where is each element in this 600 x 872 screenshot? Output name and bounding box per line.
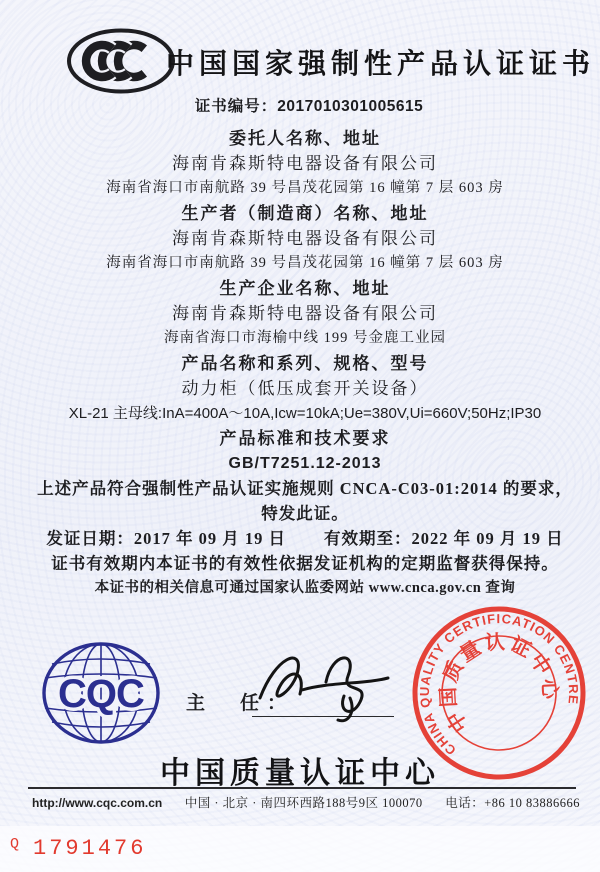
director-label: 主 任： xyxy=(186,693,295,714)
cqc-logo-icon xyxy=(40,640,162,746)
product-name: 动力柜（低压成套开关设备） xyxy=(181,379,429,398)
footer-divider xyxy=(28,787,576,789)
applicant-name: 海南肯森斯特电器设备有限公司 xyxy=(172,154,438,173)
expiry-date-value: 2022 年 09 月 19 日 xyxy=(411,529,564,548)
product-spec: XL-21 主母线:InA=400A～10A,Icw=10kA;Ue=380V,Ui=660V;50Hz;IP30 xyxy=(68,405,542,422)
standard-code: GB/T7251.12-2013 xyxy=(228,455,382,472)
factory-address: 海南省海口市海榆中线 199 号金鹿工业园 xyxy=(164,330,446,346)
section-heading-standard: 产品标准和技术要求 xyxy=(219,429,391,448)
signature-icon xyxy=(246,640,402,726)
footer-address: 中国 · 北京 · 南四环西路188号9区 100070 xyxy=(184,796,423,810)
section-heading-factory: 生产企业名称、地址 xyxy=(219,279,391,298)
certificate-number-label: 证书编号： xyxy=(194,98,278,115)
validity-note: 证书有效期内本证书的有效性依据发证机构的定期监督获得保持。 xyxy=(51,554,559,573)
applicant-address: 海南省海口市南航路 39 号昌茂花园第 16 幢第 7 层 603 房 xyxy=(106,180,504,196)
svg-text:CHINA QUALITY CERTIFICATION CE xyxy=(408,602,590,763)
factory-name: 海南肯森斯特电器设备有限公司 xyxy=(172,304,438,323)
query-note: 本证书的相关信息可通过国家认监委网站 www.cnca.gov.cn 查询 xyxy=(94,580,516,596)
compliance-statement-line2: 特发此证。 xyxy=(261,504,349,523)
footer xyxy=(32,793,580,811)
stamp-english-text: CHINA QUALITY CERTIFICATION CENTRE xyxy=(416,611,582,759)
issuer-name: 中国质量认证中心 xyxy=(160,757,440,790)
section-heading-product: 产品名称和系列、规格、型号 xyxy=(181,354,429,373)
dates-line xyxy=(10,526,600,551)
issue-date-label: 发证日期： xyxy=(46,529,134,548)
manufacturer-address: 海南省海口市南航路 39 号昌茂花园第 16 幢第 7 层 603 房 xyxy=(106,255,504,271)
certificate-number-line xyxy=(0,94,600,116)
serial-digits: 1791476 xyxy=(33,836,147,861)
ccc-logo-icon xyxy=(64,27,178,95)
stamp-chinese-text: 中国质量认证中心 xyxy=(437,631,561,736)
svg-text:CQC: CQC xyxy=(58,672,144,716)
manufacturer-name: 海南肯森斯特电器设备有限公司 xyxy=(172,229,438,248)
certificate-body xyxy=(10,126,600,601)
certificate-number-value: 2017010301005615 xyxy=(277,98,424,115)
section-heading-applicant: 委托人名称、地址 xyxy=(229,129,381,148)
section-heading-manufacturer: 生产者（制造商）名称、地址 xyxy=(181,204,429,223)
serial-prefix: Q xyxy=(10,836,20,853)
serial-number xyxy=(10,836,146,861)
certificate-title: 中国国家强制性产品认证证书 xyxy=(166,49,596,80)
expiry-date-label: 有效期至： xyxy=(324,529,412,548)
footer-website: http://www.cqc.com.cn xyxy=(32,796,163,810)
compliance-statement-line1: 上述产品符合强制性产品认证实施规则 CNCA-C03-01:2014 的要求， xyxy=(37,479,573,498)
issue-date-value: 2017 年 09 月 19 日 xyxy=(133,529,286,548)
footer-phone: 电话：+86 10 83886666 xyxy=(445,796,580,810)
